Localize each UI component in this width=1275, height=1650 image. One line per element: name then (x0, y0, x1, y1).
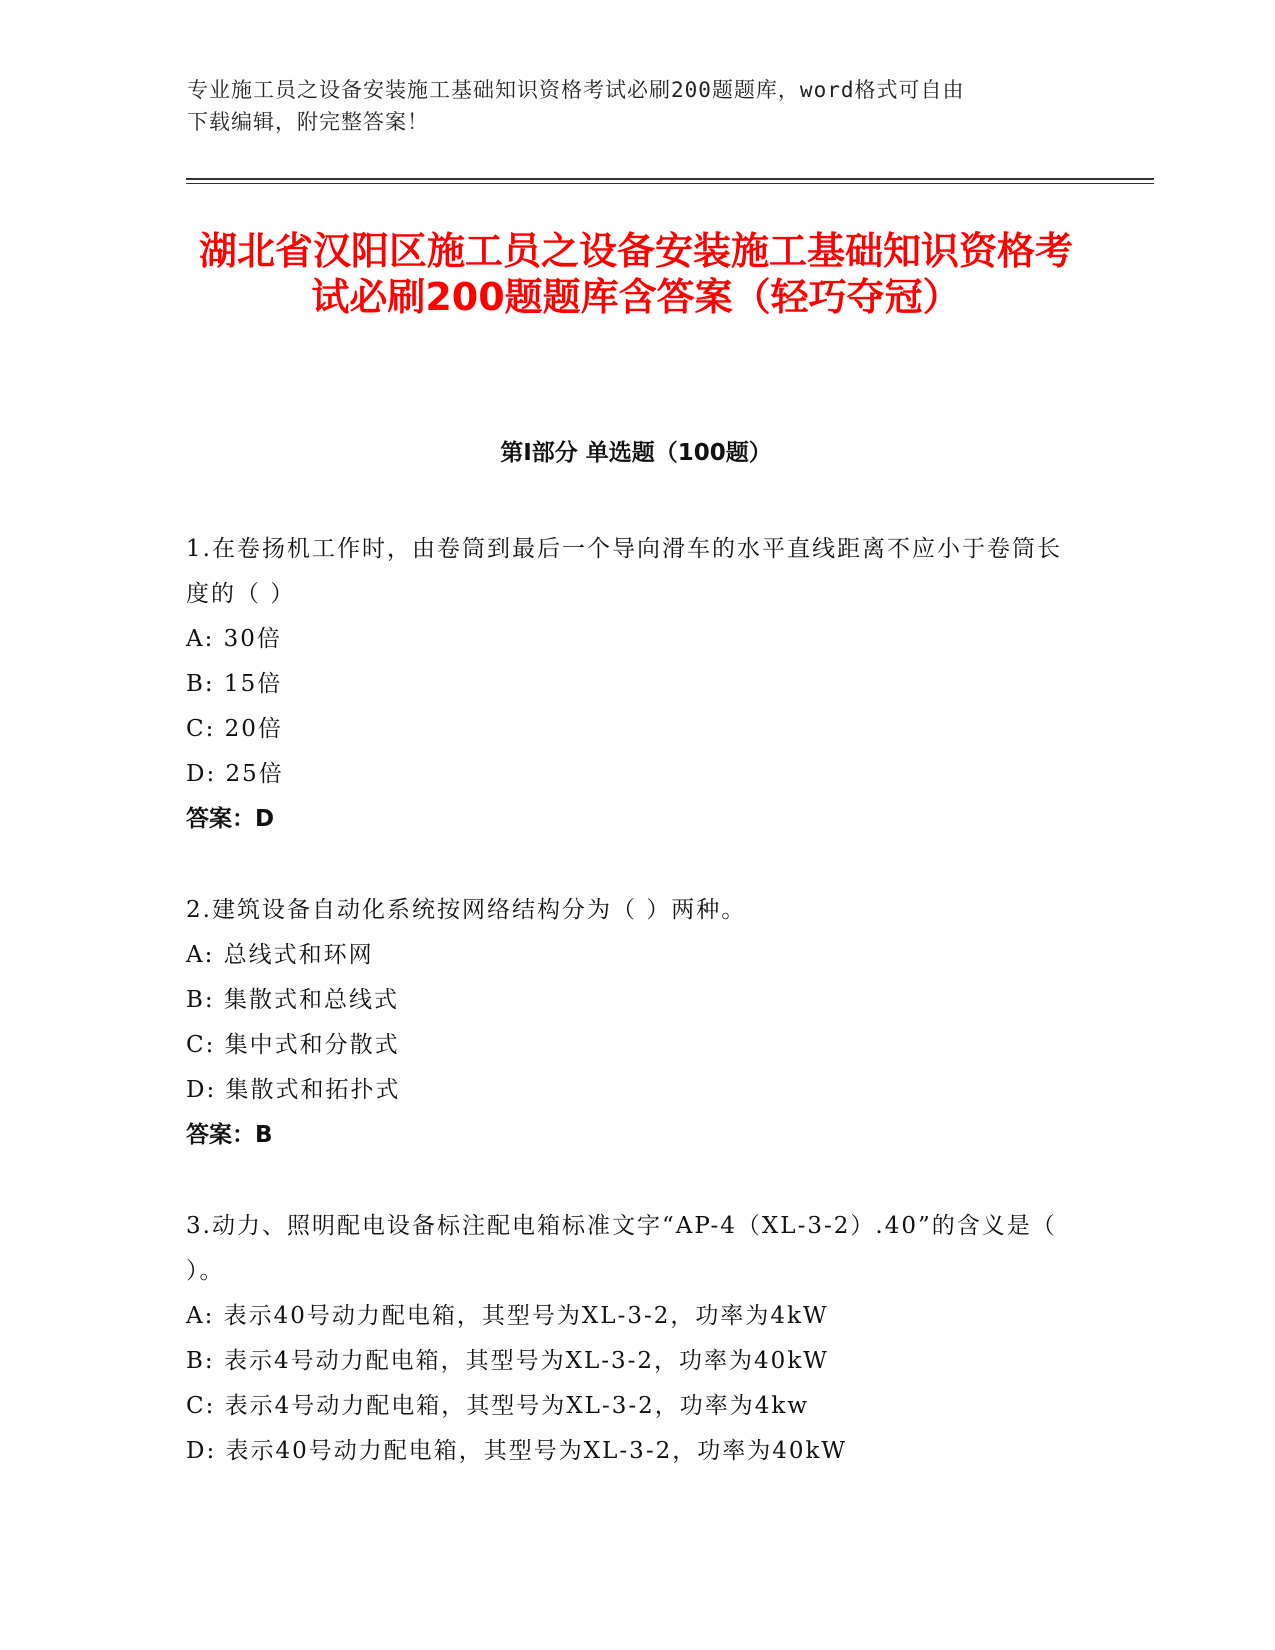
option-b: B: 集散式和总线式 (186, 987, 399, 1013)
option-d: D: 表示40号动力配电箱，其型号为XL-3-2，功率为40kW (186, 1438, 848, 1464)
option-a: A: 表示40号动力配电箱，其型号为XL-3-2，功率为4kW (186, 1303, 829, 1329)
option-c: C: 集中式和分散式 (186, 1032, 400, 1058)
option-d: D: 集散式和拓扑式 (186, 1077, 401, 1103)
option-c: C: 表示4号动力配电箱，其型号为XL-3-2，功率为4kw (186, 1393, 810, 1419)
question-list (186, 527, 1066, 1520)
question-1 (186, 527, 1066, 842)
question-stem: 1.在卷扬机工作时，由卷筒到最后一个导向滑车的水平直线距离不应小于卷筒长度的（ ） (186, 536, 1062, 607)
option-b: B: 15倍 (186, 671, 283, 697)
header-divider-thin (186, 183, 1154, 184)
document-title: 湖北省汉阳区施工员之设备安装施工基础知识资格考试必刷200题题库含答案（轻巧夺冠） (198, 229, 1073, 319)
question-3 (186, 1204, 1066, 1474)
header-note-line-2: 下载编辑，附完整答案！ (187, 110, 429, 134)
answer-line: 答案：B (186, 1122, 273, 1148)
answer-line: 答案：D (186, 806, 275, 832)
question-2 (186, 888, 1066, 1158)
option-b: B: 表示4号动力配电箱，其型号为XL-3-2，功率为40kW (186, 1348, 829, 1374)
option-a: A: 总线式和环网 (186, 942, 374, 968)
option-c: C: 20倍 (186, 716, 283, 742)
option-a: A: 30倍 (186, 626, 282, 652)
section-heading: 第Ⅰ部分 单选题（100题） (500, 440, 772, 466)
question-stem: 2.建筑设备自动化系统按网络结构分为（ ）两种。 (186, 897, 747, 923)
header-divider-thick (186, 178, 1154, 180)
header-note (187, 74, 1087, 138)
question-stem: 3.动力、照明配电设备标注配电箱标准文字“AP-4（XL-3-2）.40”的含义是（ ）。 (186, 1213, 1057, 1284)
option-d: D: 25倍 (186, 761, 284, 787)
header-note-line-1: 专业施工员之设备安装施工基础知识资格考试必刷200题题库，word格式可自由 (187, 78, 965, 102)
